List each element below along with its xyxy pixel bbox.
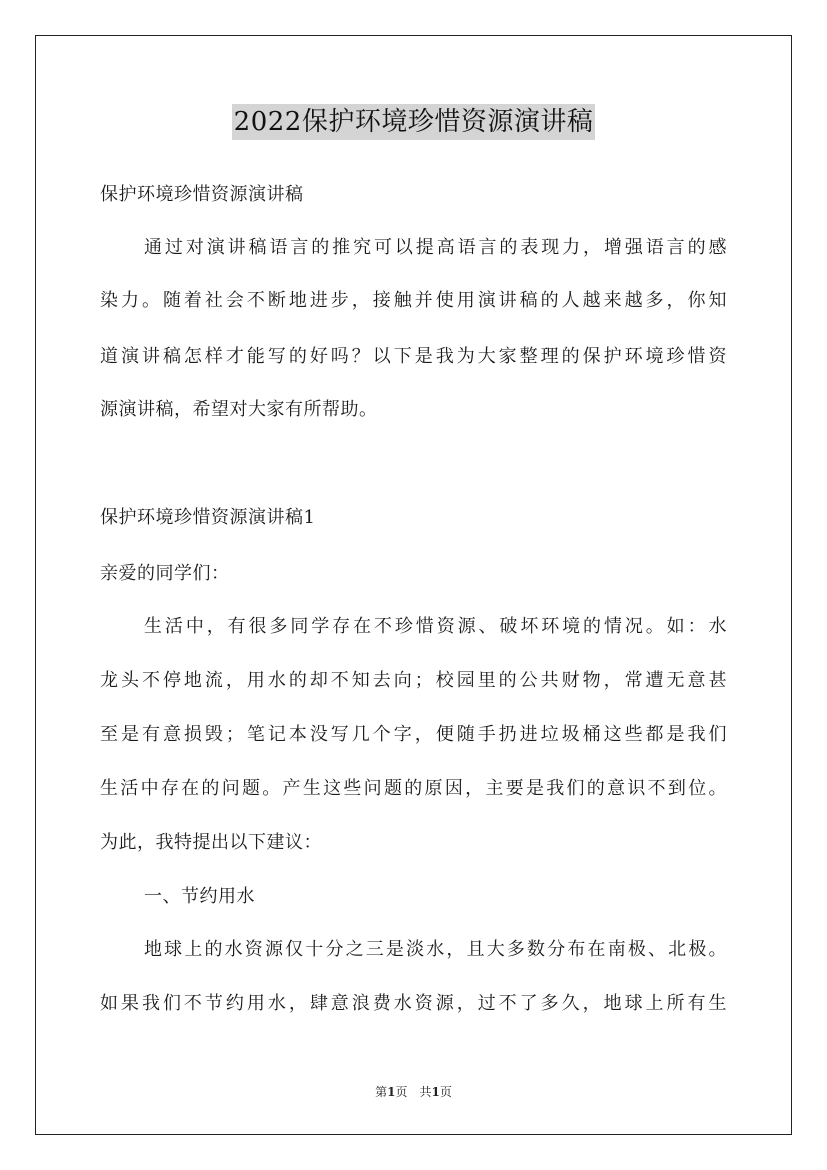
intro-line-1: 通过对演讲稿语言的推究可以提高语言的表现力，增强语言的感 <box>144 237 727 258</box>
subheading: 一、节约用水 <box>144 886 255 907</box>
para1-line-1: 生活中，有很多同学存在不珍惜资源、破坏环境的情况。如：水 <box>144 616 727 637</box>
footer-suffix: 页 <box>439 1085 452 1099</box>
footer-current-page: 1 <box>387 1085 396 1099</box>
intro-line-3: 道演讲稿怎样才能写的好吗？以下是我为大家整理的保护环境珍惜资 <box>100 346 727 367</box>
intro-line-4: 源演讲稿，希望对大家有所帮助。 <box>100 399 378 420</box>
page-footer <box>0 1084 827 1100</box>
para1-line-4: 生活中存在的问题。产生这些问题的原因，主要是我们的意识不到位。 <box>100 778 727 799</box>
para1-line-3: 至是有意损毁；笔记本没写几个字，便随手扔进垃圾桶这些都是我们 <box>100 724 727 745</box>
para2-line-1: 地球上的水资源仅十分之三是淡水，且大多数分布在南极、北极。 <box>144 939 727 960</box>
salutation: 亲爱的同学们： <box>100 563 230 584</box>
footer-total-pages: 1 <box>431 1085 440 1099</box>
title-container <box>0 104 827 140</box>
section-heading: 保护环境珍惜资源演讲稿1 <box>100 507 316 528</box>
footer-mid: 页 共 <box>395 1085 432 1099</box>
para1-line-5: 为此，我特提出以下建议： <box>100 832 322 853</box>
document-subtitle: 保护环境珍惜资源演讲稿 <box>100 184 304 205</box>
para1-line-2: 龙头不停地流，用水的却不知去向；校园里的公共财物，常遭无意甚 <box>100 670 727 691</box>
footer-prefix: 第 <box>375 1085 388 1099</box>
intro-line-2: 染力。随着社会不断地进步，接触并使用演讲稿的人越来越多，你知 <box>100 290 727 311</box>
para2-line-2: 如果我们不节约用水，肆意浪费水资源，过不了多久，地球上所有生 <box>100 993 727 1014</box>
document-title: 2022保护环境珍惜资源演讲稿 <box>232 104 596 140</box>
